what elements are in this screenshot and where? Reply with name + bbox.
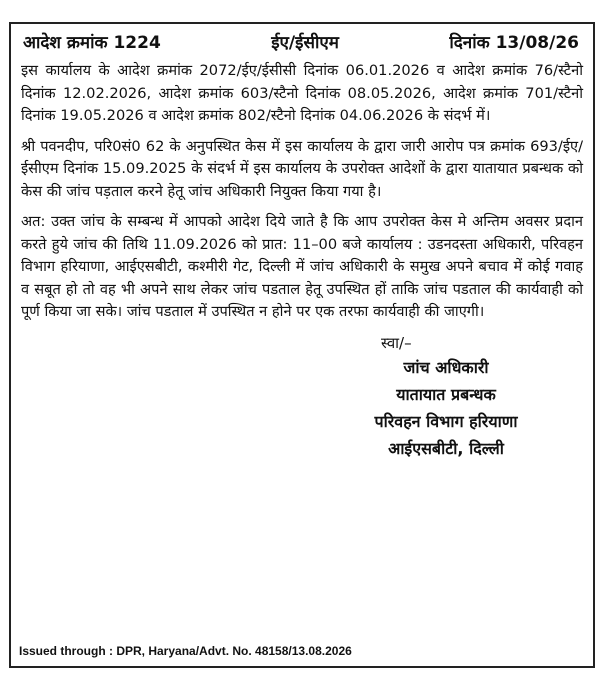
signatory-department: परिवहन विभाग हरियाणा — [374, 411, 518, 431]
issued-through: Issued through : DPR, Haryana/Advt. No. 48158/13.08.2026 — [19, 644, 352, 658]
signatory-designation: यातायात प्रबन्धक — [396, 384, 496, 404]
paragraph-instructions: अत: उक्त जांच के सम्बन्ध में आपको आदेश दिये जाते है कि आप उपरोक्त केस मे अन्तिम अवसर प्रदान करते हुये जांच की तिथि 11.09.2026 को प्रात: 11–00 बजे कार्यालय : उडनदस्ता अधिकारी, परिवहन विभाग हरियाणा, आईएसबीटी, कश्मीरी गेट, दिल्ली में जांच अधिकारी के समुख अपने बचाव में कोई गवाह व सबूत हो तो वह भी अपने साथ लेकर जांच पडताल हेतू उपस्थित हों ताकि जांच पडताल की कार्यवाही को पूर्ण किया जा सके। जांच पडताल में उपस्थित न होने पर एक तरफा कार्यवाही की जाएगी। — [21, 213, 583, 320]
order-number: आदेश क्रमांक 1224 — [23, 33, 161, 53]
signatory-location: आईएसबीटी, दिल्ली — [388, 438, 504, 458]
paragraph-case: श्री पवनदीप, परि0सं0 62 के अनुपस्थित केस में इस कार्यालय के द्वारा जारी आरोप पत्र क्रमांक 693/ईए/ईसीएम दिनांक 15.09.2025 के संदर्भ में इस कार्यालय के उपरोक्त आदेशों के द्वारा यातायात प्रबन्धक को केस की जांच पड़ताल करने हेतू जांच अधिकारी नियुक्त किया गया है। — [21, 137, 583, 200]
signatory-title: जांच अधिकारी — [403, 357, 489, 377]
signature-mark: स्वा/– — [381, 333, 412, 352]
notice-box — [9, 22, 595, 668]
notice-header — [21, 30, 583, 60]
signature-block — [321, 332, 571, 462]
department-code: ईए/ईसीएम — [271, 33, 339, 53]
order-date: दिनांक 13/08/26 — [449, 33, 579, 53]
paragraph-reference: इस कार्यालय के आदेश क्रमांक 2072/ईए/ईसीसी दिनांक 06.01.2026 व आदेश क्रमांक 76/स्टैनो दिनांक 12.02.2026, आदेश क्रमांक 603/स्टैनो दिनांक 08.05.2026, आदेश क्रमांक 701/स्टैनो दिनांक 19.05.2026 व आदेश क्रमांक 802/स्टैनो दिनांक 04.06.2026 के संदर्भ में। — [21, 62, 583, 124]
